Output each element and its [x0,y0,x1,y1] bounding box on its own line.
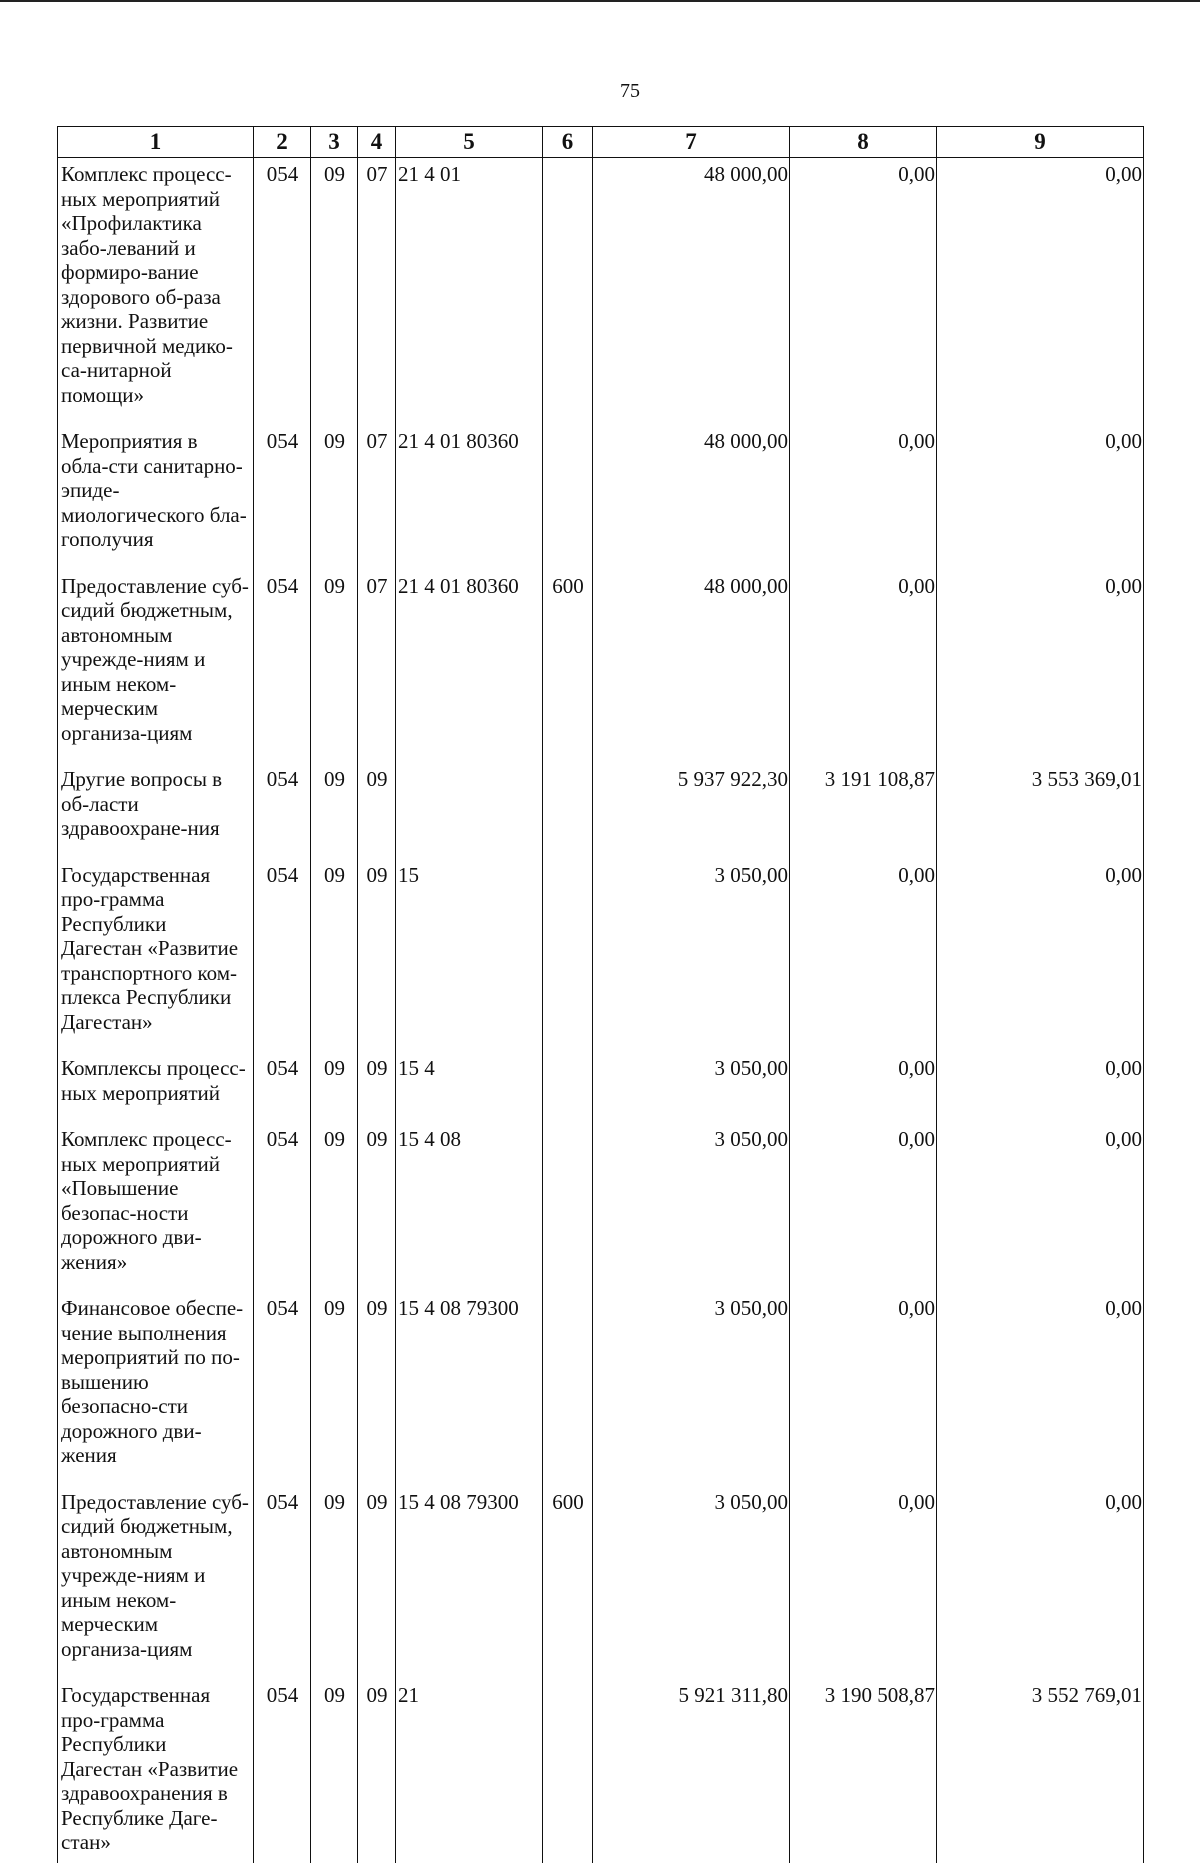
row-name: Комплекс процесс-ных мероприятий «Профилактика забо-леваний и формиро-вание здорового об-раза жизни. Развитие первичной медико-са-нитарной помощи» [58,158,254,426]
table-row [58,1052,1144,1123]
row-name: Предоставление суб-сидий бюджетным, автономным учрежде-ниям и иным неком-мерческим организа-циям [58,1486,254,1680]
header-col-6: 6 [543,127,593,158]
row-name: Комплексы процесс-ных мероприятий [58,1052,254,1123]
target-article-code: 21 4 01 [396,158,543,426]
header-col-7: 7 [593,127,790,158]
section-code: 09 [311,158,358,426]
amount-col-8: 0,00 [790,158,937,426]
section-code: 09 [311,1123,358,1292]
amount-col-8: 0,00 [790,1123,937,1292]
amount-col-7: 3 050,00 [593,1292,790,1486]
subsection-code: 07 [358,425,396,570]
section-code: 09 [311,1292,358,1486]
table-header [58,127,1144,158]
expense-type-code [543,859,593,1053]
ministry-code: 054 [254,1292,311,1486]
target-article-code: 15 4 08 79300 [396,1292,543,1486]
row-name: Финансовое обеспе-чение выполнения мероприятий по по-вышению безопасно-сти дорожного дви-жения [58,1292,254,1486]
header-col-5: 5 [396,127,543,158]
row-name: Государственная про-грамма Республики Дагестан «Развитие здравоохранения в Республике Даге-стан» [58,1679,254,1863]
amount-col-7: 3 050,00 [593,1486,790,1680]
amount-col-9: 0,00 [937,1486,1144,1680]
ministry-code: 054 [254,158,311,426]
amount-col-7: 48 000,00 [593,158,790,426]
amount-col-7: 3 050,00 [593,859,790,1053]
amount-col-9: 3 553 369,01 [937,763,1144,859]
amount-col-7: 3 050,00 [593,1123,790,1292]
target-article-code: 15 4 08 [396,1123,543,1292]
page-number: 75 [620,80,640,102]
amount-col-8: 0,00 [790,1486,937,1680]
ministry-code: 054 [254,1052,311,1123]
amount-col-9: 3 552 769,01 [937,1679,1144,1863]
amount-col-9: 0,00 [937,1123,1144,1292]
ministry-code: 054 [254,859,311,1053]
row-name: Мероприятия в обла-сти санитарно-эпиде-миологического бла-гополучия [58,425,254,570]
amount-col-7: 5 921 311,80 [593,1679,790,1863]
header-col-3: 3 [311,127,358,158]
header-col-9: 9 [937,127,1144,158]
subsection-code: 09 [358,1052,396,1123]
table-row [58,1292,1144,1486]
target-article-code: 21 [396,1679,543,1863]
section-code: 09 [311,425,358,570]
ministry-code: 054 [254,763,311,859]
table-row [58,763,1144,859]
header-col-8: 8 [790,127,937,158]
subsection-code: 09 [358,859,396,1053]
section-code: 09 [311,570,358,764]
target-article-code: 15 [396,859,543,1053]
expense-type-code: 600 [543,570,593,764]
subsection-code: 07 [358,570,396,764]
amount-col-9: 0,00 [937,570,1144,764]
header-row [58,127,1144,158]
amount-col-9: 0,00 [937,425,1144,570]
ministry-code: 054 [254,1123,311,1292]
table-body [58,158,1144,1863]
amount-col-7: 48 000,00 [593,570,790,764]
table-row [58,570,1144,764]
target-article-code: 21 4 01 80360 [396,570,543,764]
target-article-code: 15 4 [396,1052,543,1123]
amount-col-8: 0,00 [790,1052,937,1123]
row-name: Комплекс процесс-ных мероприятий «Повышение безопас-ности дорожного дви-жения» [58,1123,254,1292]
subsection-code: 09 [358,1123,396,1292]
amount-col-9: 0,00 [937,1292,1144,1486]
subsection-code: 09 [358,1292,396,1486]
target-article-code: 21 4 01 80360 [396,425,543,570]
amount-col-7: 3 050,00 [593,1052,790,1123]
amount-col-7: 5 937 922,30 [593,763,790,859]
table-row [58,425,1144,570]
subsection-code: 09 [358,1679,396,1863]
subsection-code: 07 [358,158,396,426]
table-row [58,1123,1144,1292]
expense-type-code [543,1292,593,1486]
expense-type-code [543,1052,593,1123]
amount-col-9: 0,00 [937,158,1144,426]
amount-col-9: 0,00 [937,859,1144,1053]
subsection-code: 09 [358,763,396,859]
amount-col-8: 3 190 508,87 [790,1679,937,1863]
ministry-code: 054 [254,1486,311,1680]
table-row [58,1679,1144,1863]
amount-col-9: 0,00 [937,1052,1144,1123]
amount-col-8: 0,00 [790,1292,937,1486]
target-article-code: 15 4 08 79300 [396,1486,543,1680]
amount-col-7: 48 000,00 [593,425,790,570]
row-name: Государственная про-грамма Республики Дагестан «Развитие транспортного ком-плекса Республики Дагестан» [58,859,254,1053]
section-code: 09 [311,1679,358,1863]
section-code: 09 [311,1052,358,1123]
header-col-1: 1 [58,127,254,158]
expense-type-code [543,1123,593,1292]
section-code: 09 [311,763,358,859]
header-col-4: 4 [358,127,396,158]
table-row [58,158,1144,426]
table-row [58,1486,1144,1680]
table-row [58,859,1144,1053]
amount-col-8: 0,00 [790,570,937,764]
target-article-code [396,763,543,859]
budget-table [57,126,1144,1863]
ministry-code: 054 [254,1679,311,1863]
expense-type-code [543,763,593,859]
section-code: 09 [311,859,358,1053]
ministry-code: 054 [254,570,311,764]
section-code: 09 [311,1486,358,1680]
scan-edge [0,0,1200,2]
expense-type-code [543,425,593,570]
expense-type-code: 600 [543,1486,593,1680]
amount-col-8: 0,00 [790,859,937,1053]
amount-col-8: 0,00 [790,425,937,570]
amount-col-8: 3 191 108,87 [790,763,937,859]
header-col-2: 2 [254,127,311,158]
expense-type-code [543,1679,593,1863]
expense-type-code [543,158,593,426]
ministry-code: 054 [254,425,311,570]
row-name: Предоставление суб-сидий бюджетным, автономным учрежде-ниям и иным неком-мерческим организа-циям [58,570,254,764]
row-name: Другие вопросы в об-ласти здравоохране-ния [58,763,254,859]
subsection-code: 09 [358,1486,396,1680]
